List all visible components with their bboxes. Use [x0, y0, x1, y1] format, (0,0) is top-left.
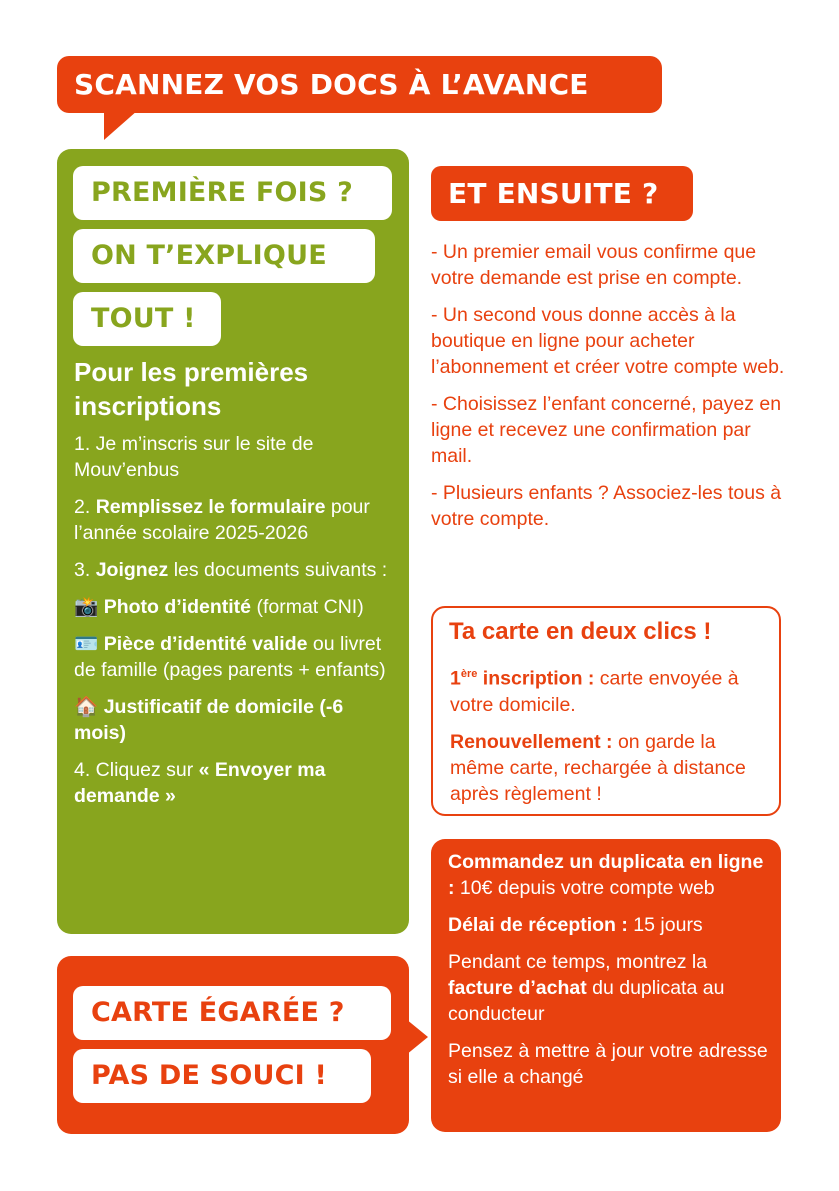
doc-photo: 📸 Photo d’identité (format CNI)	[74, 596, 364, 618]
after-heading: ET ENSUITE ?	[448, 177, 659, 210]
after-step-2: - Un second vous donne accès à la boutique en ligne pour acheter l’abonnement et créer votre compte web.	[431, 304, 785, 378]
step-1: 1. Je m’inscris sur le site de Mouv’enbus	[74, 433, 314, 481]
after-steps	[431, 239, 786, 543]
after-step-3: - Choisissez l’enfant concerné, payez en ligne et recevez une confirmation par mail.	[431, 393, 782, 467]
banner-speech-tail	[104, 110, 138, 140]
step-4: 4. Cliquez sur « Envoyer ma demande »	[74, 759, 326, 807]
lost-card-heading-1: CARTE ÉGARÉE ?	[73, 986, 391, 1040]
first-time-heading-2: ON T’EXPLIQUE	[73, 229, 375, 283]
lost-card-heading-2: PAS DE SOUCI !	[73, 1049, 371, 1103]
page-title: SCANNEZ VOS DOCS À L’AVANCE	[74, 68, 589, 101]
card-info-title: Ta carte en deux clics !	[449, 618, 712, 645]
house-icon: 🏠	[74, 696, 99, 718]
id-card-icon: 🪪	[74, 633, 99, 655]
lost-card-panel	[57, 956, 409, 1134]
card-renewal: Renouvellement : on garde la même carte, rechargée à distance après règlement !	[450, 730, 746, 805]
first-time-subtitle: Pour les premières inscriptions	[74, 357, 309, 421]
after-step-4: - Plusieurs enfants ? Associez-les tous à votre compte.	[431, 482, 782, 530]
card-first-registration: 1ère inscription : carte envoyée à votre domicile.	[450, 667, 739, 716]
duplicate-info-text	[448, 849, 768, 1101]
card-info-text	[450, 661, 772, 818]
lost-card-speech-tail	[406, 1019, 428, 1055]
duplicate-address: Pensez à mettre à jour votre adresse si elle a changé	[448, 1040, 768, 1088]
duplicate-invoice: Pendant ce temps, montrez la facture d’achat du duplicata au conducteur	[448, 951, 725, 1025]
doc-id: 🪪 Pièce d’identité valide ou livret de famille (pages parents + enfants)	[74, 633, 386, 681]
step-3: 3. Joignez les documents suivants :	[74, 559, 388, 581]
first-time-steps	[74, 431, 396, 820]
camera-icon: 📸	[74, 596, 99, 618]
duplicate-delay: Délai de réception : 15 jours	[448, 914, 703, 936]
step-2: 2. Remplissez le formulaire pour l’année scolaire 2025-2026	[74, 496, 370, 544]
after-step-1: - Un premier email vous confirme que votre demande est prise en compte.	[431, 241, 757, 289]
doc-address: 🏠 Justificatif de domicile (-6 mois)	[74, 696, 344, 744]
first-time-heading-1: PREMIÈRE FOIS ?	[73, 166, 392, 220]
first-time-heading-3: TOUT !	[73, 292, 221, 346]
duplicate-order: Commandez un duplicata en ligne : 10€ depuis votre compte web	[448, 851, 764, 899]
